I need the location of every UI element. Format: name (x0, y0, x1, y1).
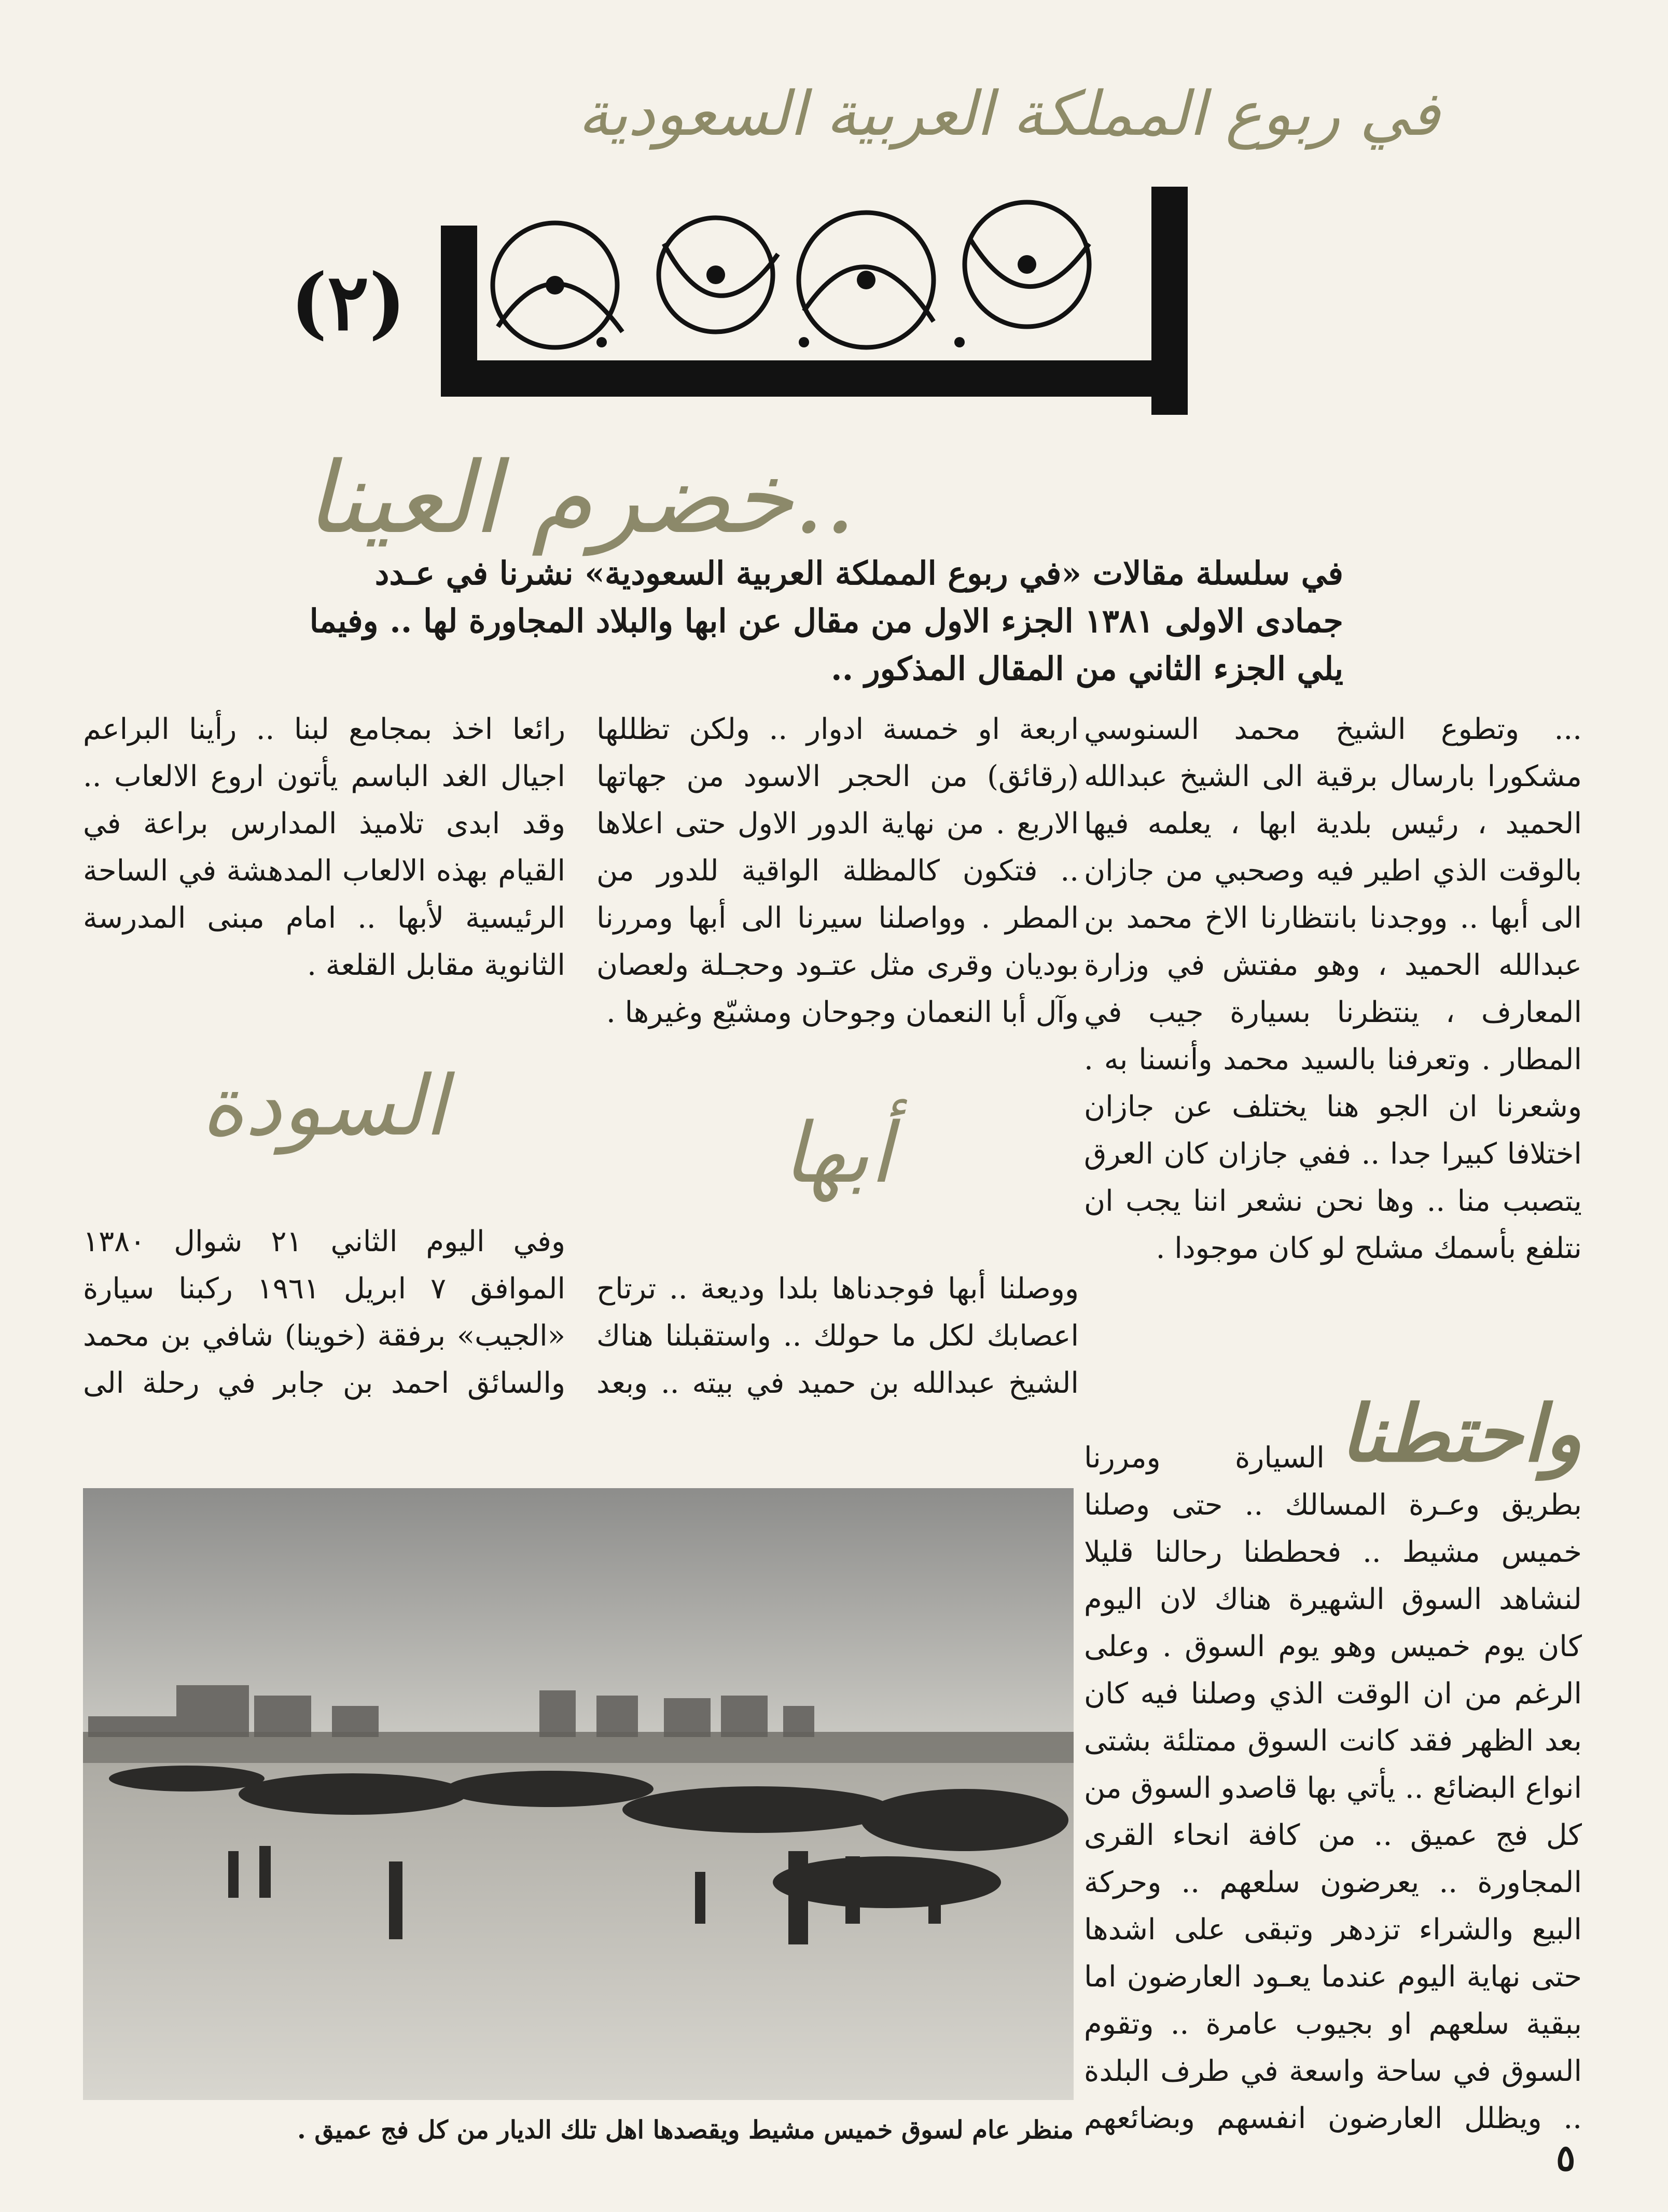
intro-paragraph: في سلسلة مقالات «في ربوع المملكة العربية السعودية» نشرنا في عـدد جمادى الاولى ١٣٨١ الجزء الاول من مقال عن ابها والبلاد المجاورة لها .. وفيما يلي الجزء الثاني من المقال المذكور .. (309, 554, 1343, 688)
photo-caption: منظر عام لسوق خميس مشيط ويقصدها اهل تلك الديار من كل فج عميق . (297, 2116, 1074, 2145)
paragraph: وفي اليوم الثاني ٢١ شوال ١٣٨٠ الموافق ٧ ابريل ١٩٦١ ركبنا سيارة «الجيب» برفقة (خوينا) شافي بن محمد والسائق احمد بن جابر في رحلة الى (83, 1225, 565, 1400)
paragraph: ووصلنا أبها فوجدناها بلدا وديعة .. ترتاح اعصابك لكل ما حولك .. واستقبلنا هناك الشيخ عبدالله بن حميد في بيته .. وبعد (596, 1272, 1079, 1400)
article-column-middle (596, 659, 1079, 1410)
paragraph: اربعة او خمسة ادوار .. ولكن تظللها (رقائق) من الحجر الاسود من جهاتها الاربع . من نهاية الدور الاول حتى اعلاها .. فتكون كالمظلة الواقية للدور من المطر . وواصلنا سيرنا الى أبها ومررنا بوديان وقرى مثل عتـود وحجـلة ولعصان وآل أبا النعمان وجوحان ومشيّع وغيرها . (596, 712, 1079, 1029)
article-column-right (1084, 659, 1582, 2136)
subtitle: خضرم العينا.. (305, 441, 856, 555)
market-scene-image (83, 1488, 1074, 2100)
article-column-left (83, 659, 565, 1410)
part-number: (٢) (290, 257, 406, 348)
section-heading: أبها (783, 1104, 893, 1201)
title-calligraphy-logo (311, 176, 1245, 420)
page-number: ٥ (1556, 2136, 1576, 2179)
paragraph: السيارة ومررنا بطريق وعـرة المسالك .. حتى وصلنا خميس مشيط .. فحططنا رحالنا قليلا لنشاهد السوق الشهيرة هناك لان اليوم كان يوم خميس وهو يوم السوق . وعلى الرغم من ان الوقت الذي وصلنا فيه كان بعد الظهر فقد كانت السوق ممتلئة بشتى انواع البضائع .. يأتي بها قاصدو السوق من كل فج عميق .. من كافة انحاء القرى المجاورة .. يعرضون سلعهم .. وحركة البيع والشراء تزدهر وتبقى على اشدها حتى نهاية اليوم عندما يعـود العارضون اما ببقية سلعهم او بجيوب عامرة .. وتقوم السوق في ساحة واسعة في طرف البلدة .. ويظلل العارضون انفسهم وبضائعهم (1084, 1441, 1582, 2135)
paragraph-with-heading (1084, 1340, 1582, 2136)
series-title: في ربوع المملكة العربية السعودية (578, 78, 1440, 149)
ornamental-title (311, 176, 1245, 420)
paragraph: ... وتطوع الشيخ محمد السنوسي مشكورا بارسال برقية الى الشيخ عبدالله الحميد ، رئيس بلدية ابها ، يعلمه فيها بالوقت الذي اطير فيه وصحبي من جازان الى أبها .. ووجدنا بانتظارنا الاخ محمد بن عبدالله الحميد ، وهو مفتش في وزارة المعارف ، ينتظرنا بسيارة جيب في المطار . وتعرفنا بالسيد محمد وأنسنا به . وشعرنا ان الجو هنا يختلف عن جازان اختلافا كبيرا جدا .. ففي جازان كان العرق يتصبب منا .. وها نحن نشعر اننا يجب ان نتلفع بأسمك مشلح لو كان موجودا . (1084, 712, 1582, 1265)
market-photo (83, 1488, 1074, 2100)
section-heading: السودة (201, 1057, 447, 1154)
paragraph: رائعا اخذ بمجامع لبنا .. رأينا البراعم اجيال الغد الباسم يأتون اروع الالعاب .. وقد ابدى تلاميذ المدارس براعة في القيام بهذه الالعاب المدهشة في الساحة الرئيسية لأبها .. امام مبنى المدرسة الثانوية مقابل القلعة . (83, 712, 565, 982)
section-heading: واحتطنا (1340, 1388, 1582, 1479)
